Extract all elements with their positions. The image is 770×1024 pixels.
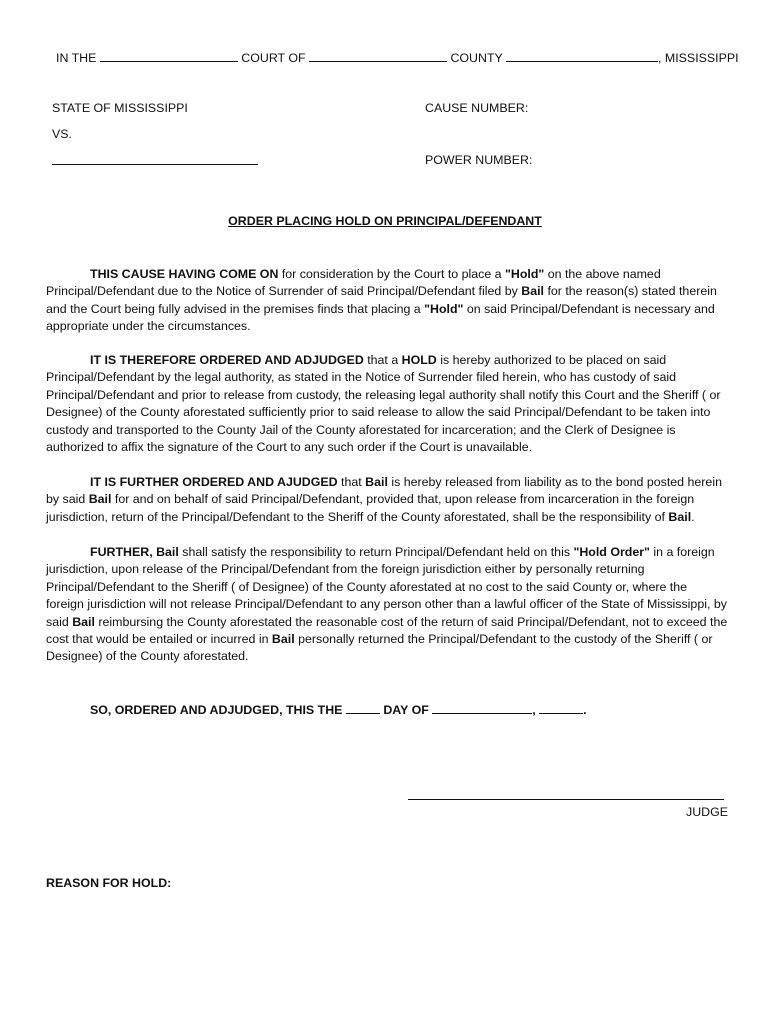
p4-text-d: personally returned the Principal/Defendant to the custody of the Sheriff ( or Designee) of the County aforestated. xyxy=(46,632,713,664)
county-label: COUNTY xyxy=(450,51,503,65)
p1-lead: THIS CAUSE HAVING COME ON xyxy=(90,267,279,281)
p4-hold-order: "Hold Order" xyxy=(573,545,650,559)
p2-text-a: that a xyxy=(363,353,402,367)
p4-text-b: in a foreign jurisdiction, upon release of the Principal/Defendant from the foreign jurisdiction either by personally returning Principal/Defendant to the Sheriff ( of Designee) of the County aforestated at no cost to the said County or, where the foreign jurisdiction will not release Principal/Defendant to any person other than a lawful officer of the State of Mississippi, by said xyxy=(46,545,727,629)
state-of-mississippi: STATE OF MISSISSIPPI xyxy=(52,101,188,115)
p2-text-b: is hereby authorized to be placed on said Principal/Defendant by the legal authority, as stated in the Notice of Surrender filed herein, who has custody of said Principal/Defendant and prior to release from custody, the releasing legal authority shall notify this Court and the Sheriff ( or Designee) of the County aforestated sufficiently prior to said release to allow the said Principal/Defendant to be taken into custody and transported to the County Jail of the County aforestated for incarceration; and the Clerk of Designee is authorized to affix the signature of the Court to any such order if the Court is unavailable. xyxy=(46,353,721,455)
reason-for-hold-label: REASON FOR HOLD: xyxy=(46,876,172,890)
in-the-label: IN THE xyxy=(56,51,97,65)
paragraph-therefore xyxy=(46,352,728,456)
p3-bail-1: Bail xyxy=(365,475,388,489)
p3-lead: IT IS FURTHER ORDERED AND AJUDGED xyxy=(90,475,338,489)
day-blank[interactable] xyxy=(346,701,380,714)
p1-text-c: for the reason(s) stated therein and the Court being fully advised in the premises finds that placing a xyxy=(46,284,717,316)
p1-text-d: on said Principal/Defendant is necessary and appropriate under the circumstances. xyxy=(46,301,715,334)
paragraph-further-ordered xyxy=(46,474,728,526)
p1-bail: Bail xyxy=(521,284,544,299)
paragraph-cause xyxy=(46,266,728,336)
day-of-label: DAY OF xyxy=(383,703,429,717)
court-name-blank[interactable] xyxy=(100,49,238,62)
defendant-name-blank[interactable] xyxy=(52,152,258,168)
year-blank[interactable] xyxy=(539,701,583,714)
p2-hold: HOLD xyxy=(401,353,437,367)
judge-label: JUDGE xyxy=(686,805,728,819)
judge-signature-line[interactable] xyxy=(408,789,724,800)
p3-text-c: for and on behalf of said Principal/Defendant, provided that, upon release from incarceration in the foreign jurisdiction, return of the Principal/Defendant to the Sheriff of the County aforestated, shall be the responsibility of xyxy=(46,492,695,524)
ordered-adjudged-line xyxy=(90,701,587,717)
state-label: , MISSISSIPPI xyxy=(658,51,739,65)
p3-bail-3: Bail xyxy=(668,509,692,524)
cause-number-label: CAUSE NUMBER: xyxy=(425,101,529,115)
comma-label: , xyxy=(532,703,536,717)
vs-label: VS. xyxy=(52,127,72,141)
p4-bail-1: Bail xyxy=(72,614,95,629)
so-ordered-label: SO, ORDERED AND ADJUDGED, THIS THE xyxy=(90,703,343,717)
p4-text-c: reimbursing the County aforestated the reasonable cost of the return of said Principal/Defendant, not to exceed the cost that would be entailed or incurred in xyxy=(46,614,728,647)
month-blank[interactable] xyxy=(432,701,532,714)
p4-text-a: shall satisfy the responsibility to return Principal/Defendant held on this xyxy=(178,545,574,559)
paragraph-further-bail xyxy=(46,544,728,666)
p2-lead: IT IS THEREFORE ORDERED AND ADJUDGED xyxy=(90,353,364,367)
county-blank[interactable] xyxy=(506,49,658,62)
court-header xyxy=(56,49,739,65)
p1-hold-2: "Hold" xyxy=(424,301,464,316)
p1-text-b: on the above named Principal/Defendant due to the Notice of Surrender of said Principal/Defendant filed by xyxy=(46,267,661,299)
power-number-label: POWER NUMBER: xyxy=(425,153,533,167)
p1-hold-1: "Hold" xyxy=(505,267,545,281)
p3-text-d: . xyxy=(691,509,695,524)
p4-bail-2: Bail xyxy=(271,632,295,647)
document-title: ORDER PLACING HOLD ON PRINCIPAL/DEFENDANT xyxy=(228,214,542,228)
p3-bail-2: Bail xyxy=(88,492,112,507)
p3-text-a: that xyxy=(337,475,366,489)
court-of-blank[interactable] xyxy=(309,49,447,62)
court-of-label: COURT OF xyxy=(241,51,306,65)
p1-text-a: for consideration by the Court to place a xyxy=(278,267,506,281)
p3-text-b: is hereby released from liability as to the bond posted herein by said xyxy=(46,475,722,507)
p4-lead: FURTHER, Bail xyxy=(90,545,179,559)
period-label: . xyxy=(583,703,587,717)
